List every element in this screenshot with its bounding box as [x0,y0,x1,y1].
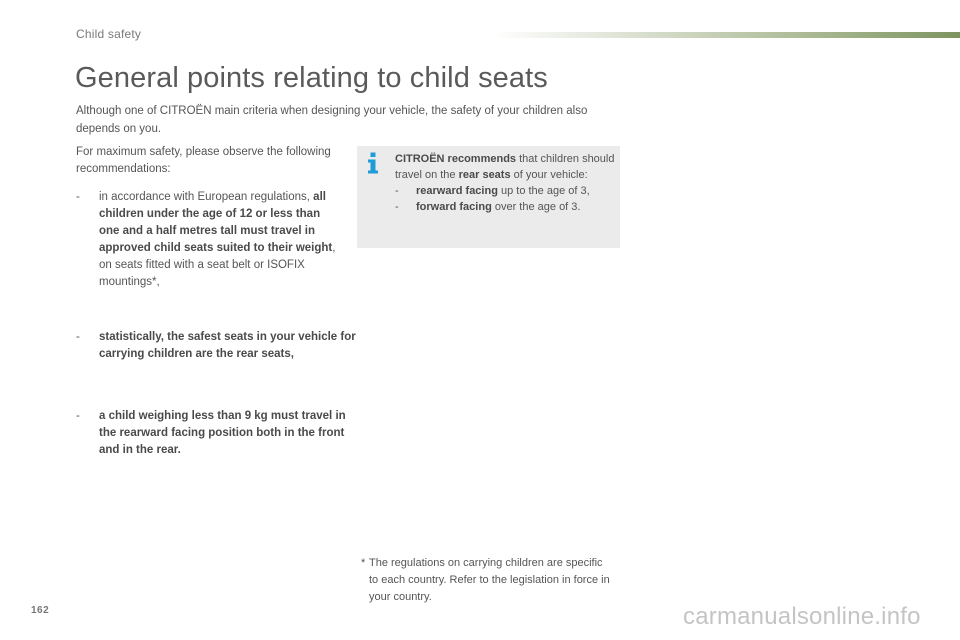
recommendation-item-rearward-facing [76,408,361,459]
info-bold-text: CITROËN recommends [395,153,517,165]
footnote-marker: * [361,557,366,569]
recommendations-column [76,144,356,456]
info-box [357,146,620,248]
page-title: General points relating to child seats [75,62,548,94]
footnote [361,555,611,606]
bullet-dash: - [76,410,80,422]
recommendation-bold-text: all children under the age of 12 or less than one and a half metres tall must travel in approved child seats suited to their weight [99,191,333,254]
watermark: carmanualsonline.info [683,603,921,630]
bullet-dash: - [76,191,80,203]
header-gradient-bar [492,32,960,38]
recommendation-text: in accordance with European regulations, [99,191,310,203]
recommendation-bold-text: a child weighing less than 9 kg must travel in the rearward facing position both in the front and in the rear. [99,410,346,456]
info-text: up to the age of 3, [497,185,590,197]
info-item-forward [395,199,617,215]
bullet-dash: - [395,185,399,197]
recommendation-item-european-regulations [76,189,338,291]
info-text: over the age of 3. [491,201,581,213]
bullet-dash: - [76,331,80,343]
recommendation-bold-text: statistically, the safest seats in your vehicle for carrying children are the rear seats, [99,331,356,360]
info-icon [365,152,381,174]
page-number: 162 [31,605,50,616]
bullet-dash: - [395,201,399,213]
info-item-rearward [395,183,617,199]
section-label: Child safety [76,27,142,41]
info-box-lead [395,151,617,183]
info-text: that children should travel on the [395,153,615,181]
info-bold-text: rear seats [458,169,511,181]
recommendations-intro: For maximum safety, please observe the following recommendations: [76,146,331,175]
info-bold-text: forward facing [416,201,492,213]
footnote-text: The regulations on carrying children are specific to each country. Refer to the legislation in force in your country. [369,557,610,603]
info-box-text [395,151,617,215]
recommendation-item-safest-seats [76,329,361,363]
info-bold-text: rearward facing [416,185,498,197]
recommendation-text: , on seats fitted with a seat belt or ISOFIX mountings*, [99,242,336,288]
info-text: of your vehicle: [510,169,588,181]
intro-paragraph: Although one of CITROËN main criteria when designing your vehicle, the safety of your children also depends on you. [76,105,588,135]
